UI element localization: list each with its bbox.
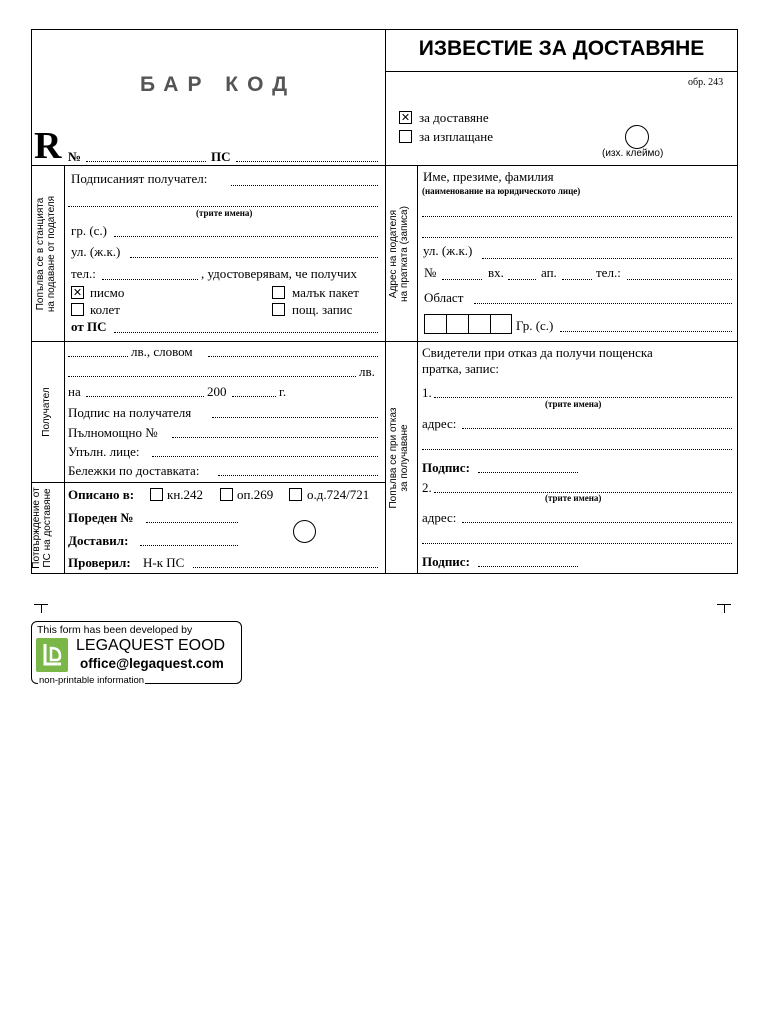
letter-checkbox[interactable] bbox=[71, 286, 84, 299]
page-title: ИЗВЕСТИЕ ЗА ДОСТАВЯНЕ bbox=[418, 37, 705, 60]
sender-phone-field[interactable] bbox=[627, 279, 732, 280]
amount-field[interactable] bbox=[68, 356, 128, 357]
phone-label: тел.: bbox=[71, 266, 96, 281]
confirmation-stamp-circle-icon bbox=[293, 520, 316, 543]
divider bbox=[64, 165, 65, 574]
witness-2-signature-label: Подпис: bbox=[422, 554, 470, 569]
delivery-option-label: за доставяне bbox=[419, 110, 489, 125]
ps-label: ПС bbox=[211, 149, 231, 164]
postcode-divider bbox=[490, 315, 491, 333]
op-checkbox[interactable] bbox=[220, 488, 233, 501]
crop-mark-line bbox=[724, 604, 725, 613]
lv-label: лв. bbox=[359, 364, 375, 379]
crop-mark-right bbox=[717, 604, 731, 614]
side-label-confirmation: Потвърждение от ПС на доставяне bbox=[31, 487, 53, 569]
divider bbox=[417, 165, 418, 574]
small-packet-label: малък пакет bbox=[292, 285, 359, 300]
witness-2-address-label: адрес: bbox=[422, 510, 457, 525]
three-names-hint: (трите имена) bbox=[196, 208, 253, 218]
phone-field[interactable] bbox=[102, 279, 198, 280]
delivered-label: Доставил: bbox=[68, 533, 129, 548]
divider bbox=[31, 165, 738, 166]
stamp-circle-icon bbox=[625, 125, 649, 149]
parcel-checkbox[interactable] bbox=[71, 303, 84, 316]
certify-text: , удостоверявам, че получих bbox=[201, 266, 357, 281]
side-label-refusal: Попълва се при отказ за получаване bbox=[388, 407, 410, 509]
year-suffix-label: г. bbox=[279, 384, 287, 399]
sender-name-field[interactable] bbox=[422, 216, 732, 217]
lv-words-label: лв., словом bbox=[131, 344, 193, 359]
sender-apt-field[interactable] bbox=[562, 279, 592, 280]
head-ps-label: Н-к ПС bbox=[143, 555, 185, 570]
developer-badge bbox=[31, 621, 242, 684]
legaquest-logo-icon bbox=[36, 638, 68, 672]
witness-2-number: 2. bbox=[422, 480, 432, 495]
number-label: № bbox=[68, 149, 82, 164]
witness-1-address-field-2[interactable] bbox=[422, 449, 732, 450]
undersigned-field[interactable] bbox=[231, 185, 378, 186]
witness-1-address-label: адрес: bbox=[422, 416, 457, 431]
form-number: обр. 243 bbox=[688, 77, 724, 88]
year-field[interactable] bbox=[232, 396, 276, 397]
side-label-recipient: Получател bbox=[41, 387, 52, 437]
city-field[interactable] bbox=[114, 236, 378, 237]
witness-2-names-hint: (трите имена) bbox=[545, 493, 602, 503]
sender-no-label: № bbox=[424, 265, 437, 280]
city-label: гр. (с.) bbox=[71, 223, 108, 238]
on-label: на bbox=[68, 384, 81, 399]
divider bbox=[385, 29, 386, 574]
postcode-boxes[interactable] bbox=[424, 314, 512, 334]
authorized-field[interactable] bbox=[152, 456, 378, 457]
od-label: о.д.724/721 bbox=[307, 487, 370, 502]
sender-name-field-2[interactable] bbox=[422, 237, 732, 238]
crop-mark-line bbox=[41, 604, 42, 613]
undersigned-label: Подписаният получател: bbox=[71, 171, 208, 186]
delivery-checkbox[interactable] bbox=[399, 111, 412, 124]
amount-words-field[interactable] bbox=[208, 356, 378, 357]
witness-1-names-hint: (трите имена) bbox=[545, 399, 602, 409]
letter-label: писмо bbox=[90, 285, 125, 300]
sender-region-label: Област bbox=[424, 290, 464, 305]
sender-city-field[interactable] bbox=[560, 331, 732, 332]
serial-field[interactable] bbox=[146, 522, 238, 523]
logo-mark-icon bbox=[36, 638, 68, 672]
amount-words-field-2[interactable] bbox=[68, 376, 356, 377]
sender-street-field[interactable] bbox=[482, 258, 732, 259]
postal-order-label: пощ. запис bbox=[292, 302, 353, 317]
divider bbox=[31, 341, 738, 342]
number-field[interactable] bbox=[86, 161, 206, 162]
non-printable-note: non-printable information bbox=[39, 675, 145, 686]
proxy-field[interactable] bbox=[172, 437, 378, 438]
postcode-divider bbox=[446, 315, 447, 333]
checked-field[interactable] bbox=[193, 567, 378, 568]
witnesses-label: Свидетели при отказ да получи пощенска bbox=[422, 345, 653, 360]
sender-name-label: Име, презиме, фамилия bbox=[423, 169, 554, 184]
payment-option-label: за изплащане bbox=[419, 129, 493, 144]
from-ps-field[interactable] bbox=[114, 332, 378, 333]
sender-no-field[interactable] bbox=[442, 279, 482, 280]
witnesses-label-2: пратка, запис: bbox=[422, 361, 499, 376]
authorized-label: Упълн. лице: bbox=[68, 444, 140, 459]
small-packet-checkbox[interactable] bbox=[272, 286, 285, 299]
crop-mark-left bbox=[34, 604, 48, 614]
divider bbox=[385, 71, 738, 72]
postal-order-checkbox[interactable] bbox=[272, 303, 285, 316]
side-label-sender-address: Адрес на подателя на пратката (записа) bbox=[388, 206, 410, 302]
sender-entrance-label: вх. bbox=[488, 265, 504, 280]
witness-1-signature-field[interactable] bbox=[478, 472, 578, 473]
notes-field[interactable] bbox=[218, 475, 378, 476]
from-ps-label: от ПС bbox=[71, 319, 107, 334]
developed-by-text: This form has been developed by bbox=[37, 624, 193, 636]
witness-1-signature-label: Подпис: bbox=[422, 460, 470, 475]
street-field[interactable] bbox=[130, 257, 378, 258]
witness-1-name-field[interactable] bbox=[434, 397, 732, 398]
parcel-label: колет bbox=[90, 302, 120, 317]
company-email[interactable]: office@legaquest.com bbox=[80, 656, 224, 671]
postcode-divider bbox=[468, 315, 469, 333]
sender-region-field[interactable] bbox=[474, 303, 732, 304]
registered-mark: R bbox=[34, 125, 62, 167]
serial-label: Пореден № bbox=[68, 510, 134, 525]
sender-street-label: ул. (ж.к.) bbox=[423, 243, 473, 258]
date-field[interactable] bbox=[86, 396, 204, 397]
company-name: LEGAQUEST EOOD bbox=[76, 637, 226, 654]
witness-2-address-field-2[interactable] bbox=[422, 543, 732, 544]
witness-2-address-field[interactable] bbox=[462, 522, 732, 523]
op-label: оп.269 bbox=[237, 487, 274, 502]
ps-field[interactable] bbox=[236, 161, 378, 162]
year-label: 200 bbox=[207, 384, 227, 399]
notes-label: Бележки по доставката: bbox=[68, 463, 200, 478]
delivered-field[interactable] bbox=[140, 545, 238, 546]
witness-1-address-field[interactable] bbox=[462, 428, 732, 429]
witness-1-number: 1. bbox=[422, 385, 432, 400]
stamp-label: (изх. клеймо) bbox=[602, 148, 664, 159]
od-checkbox[interactable] bbox=[289, 488, 302, 501]
checked-label: Проверил: bbox=[68, 555, 131, 570]
witness-2-signature-field[interactable] bbox=[478, 566, 578, 567]
recipient-signature-field[interactable] bbox=[212, 417, 378, 418]
payment-checkbox[interactable] bbox=[399, 130, 412, 143]
sender-entrance-field[interactable] bbox=[508, 279, 536, 280]
legal-entity-hint: (наименование на юридическото лице) bbox=[422, 186, 581, 196]
kn-label: кн.242 bbox=[167, 487, 204, 502]
recipient-signature-label: Подпис на получателя bbox=[68, 405, 192, 420]
street-label: ул. (ж.к.) bbox=[71, 244, 121, 259]
proxy-label: Пълномощно № bbox=[68, 425, 158, 440]
kn-checkbox[interactable] bbox=[150, 488, 163, 501]
sender-city-label: Гр. (с.) bbox=[516, 318, 554, 333]
side-label-sender-fill: Попълва се в станцията на подаване от подателя bbox=[35, 195, 57, 313]
described-label: Описано в: bbox=[68, 487, 135, 502]
divider bbox=[31, 482, 385, 483]
barcode-label: БАР КОД bbox=[140, 73, 297, 96]
sender-phone-label: тел.: bbox=[596, 265, 621, 280]
sender-apt-label: ап. bbox=[541, 265, 557, 280]
names-field[interactable] bbox=[68, 206, 378, 207]
